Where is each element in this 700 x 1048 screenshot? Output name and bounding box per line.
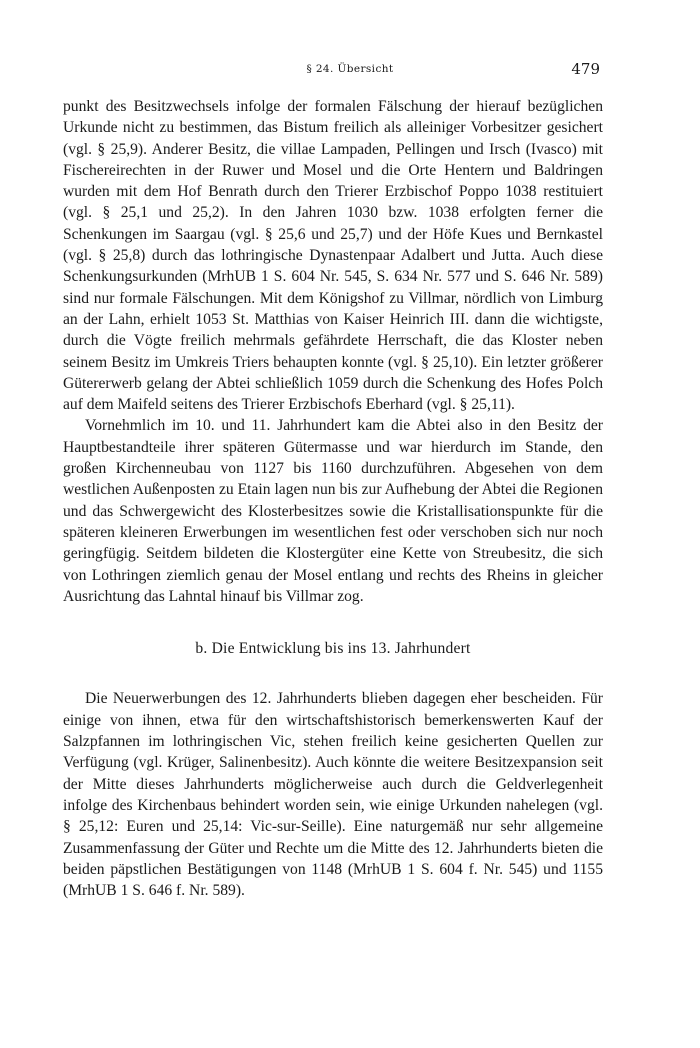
running-title: § 24. Übersicht xyxy=(306,63,394,75)
paragraph: Vornehmlich im 10. und 11. Jahrhundert kam die Abtei also in den Besitz der Hauptbestandteile ihrer späteren Gütermasse und war hierdurch im Stande, den großen Kirchenneubau von 1127 bis 1160 durchzuführen. Abgesehen von dem westlichen Außenposten zu Etain lagen nun bis zur Aufhebung der Abtei die Regionen und das Schwergewicht des Klosterbesitzes sowie die Kristallisationspunkte für die späteren kleineren Erwerbungen im wesentlichen fest oder verschoben sich nur noch geringfügig. Seitdem bildeten die Klostergüter eine Kette von Streubesitz, die sich von Lothringen ziemlich genau der Mosel entlang und rechts des Rheins in gleicher Ausrichtung das Lahntal hinauf bis Villmar zog. xyxy=(63,417,603,605)
paragraph-continuation: punkt des Besitzwechsels infolge der formalen Fälschung der hierauf bezüglichen Urkunde nicht zu bestimmen, das Bistum freilich als alleiniger Vorbesitzer gesichert (vgl. § 25,9). Anderer Besitz, die villae Lampaden, Pellingen und Irsch (Ivasco) mit Fischereirechten in der Ruwer und Mosel und die Orte Hentern und Baldringen wurden mit dem Hof Benrath durch den Trierer Erzbischof Poppo 1038 restituiert (vgl. § 25,1 und 25,2). In den Jahren 1030 bzw. 1038 erfolgten ferner die Schenkungen im Saargau (vgl. § 25,6 und 25,7) und der Höfe Kues und Bernkastel (vgl. § 25,8) durch das lothringische Dynastenpaar Adalbert und Jutta. Auch diese Schenkungsurkunden (MrhUB 1 S. 604 Nr. 545, S. 634 Nr. 577 und S. 646 Nr. 589) sind nur formale Fälschungen. Mit dem Königshof zu Villmar, nördlich von Limburg an der Lahn, erhielt 1053 St. Matthias von Kaiser Heinrich III. dann die wichtigste, durch die Vögte freilich mehrmals gefährdete Herrschaft, die das Kloster neben seinem Besitz im Umkreis Triers behaupten konnte (vgl. § 25,10). Ein letzter größerer Gütererwerb gelang der Abtei schließlich 1059 durch die Schenkung des Hofes Polch auf dem Maifeld seitens des Trierer Erzbischofs Eberhard (vgl. § 25,11). xyxy=(63,98,603,414)
body-text xyxy=(63,96,603,901)
page-number: 479 xyxy=(571,60,600,78)
section-heading: b. Die Entwicklung bis ins 13. Jahrhundert xyxy=(195,640,471,658)
running-head xyxy=(0,60,700,80)
section-paragraph: Die Neuerwerbungen des 12. Jahrhunderts blieben dagegen eher bescheiden. Für einige von ihnen, etwa für den wirtschaftshistorisch bemerkenswerten Kauf der Salzpfannen im lothringischen Vic, stehen freilich keine gesicherten Quellen zur Verfügung (vgl. Krüger, Salinenbesitz). Auch könnte die weitere Besitzexpansion seit der Mitte dieses Jahrhunderts möglicherweise auch durch die Geldverlegenheit infolge des Kirchenbaus behindert worden sein, wie einige Urkunden nahelegen (vgl. § 25,12: Euren und 25,14: Vic-sur-Seille). Eine naturgemäß nur sehr allgemeine Zusammenfassung der Güter und Rechte um die Mitte des 12. Jahrhunderts bieten die beiden päpstlichen Bestätigungen von 1148 (MrhUB 1 S. 604 f. Nr. 545) und 1155 (MrhUB 1 S. 646 f. Nr. 589). xyxy=(63,690,603,900)
